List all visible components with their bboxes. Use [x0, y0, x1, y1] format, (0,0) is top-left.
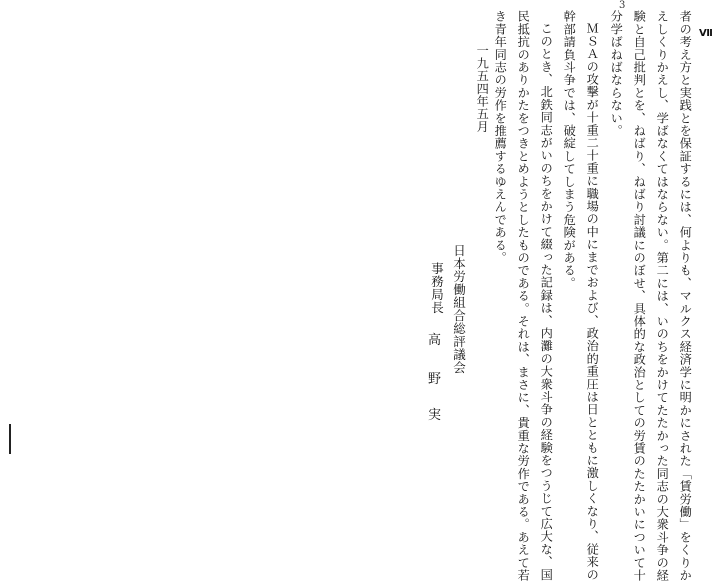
text-column-3: 験と自己批判とを、ねばり、ねばり討議にのぼせ、具体的な政治としての労賃のたたかいについて十 [632, 10, 647, 582]
text-column-4: 分学ばねばならない。 [609, 10, 624, 137]
page-number: Ⅶ [699, 28, 713, 39]
text-column-8: 民抵抗のありかたをつきとめようとしたものである。それは、まさに、貴重な労作である。あえて若 [516, 10, 531, 582]
text-column-6: 幹部請負斗争では、破綻してしまう危険がある。 [562, 10, 577, 290]
date-line: 一九五四年五月 [475, 44, 490, 133]
signature-surname-1: 高 [428, 333, 442, 348]
signature-title: 事務局長 [429, 262, 445, 314]
text-column-1: 者の考え方と実践とを保証するには、何よりも、マルクス経済学に明かにされた「賃労働」をくりか [678, 10, 693, 582]
scan-mark: 3 [619, 0, 626, 11]
text-column-2: えしくりかえし、学ばなくてはならない。第二には、いのちをかけてたたかった同志の大衆斗争の経 [655, 10, 670, 582]
signature-surname-2: 野 [428, 372, 442, 387]
text-column-9: き青年同志の労作を推薦するゆえんである。 [493, 10, 508, 264]
signature-organization: 日本労働組合総評議会 [451, 244, 467, 374]
text-column-7: このとき、北鉄同志がいのちをかけて綴った記録は、内灘の大衆斗争の経験をつうじて広大な、国 [539, 22, 554, 581]
signature-given-name: 実 [428, 408, 442, 423]
page-edge-mark [9, 424, 11, 454]
text-column-5: ＭＳＡの攻撃が十重二十重に職場の中にまでおよび、政治的重圧は日とともに激しくなり、従来の [585, 22, 600, 581]
